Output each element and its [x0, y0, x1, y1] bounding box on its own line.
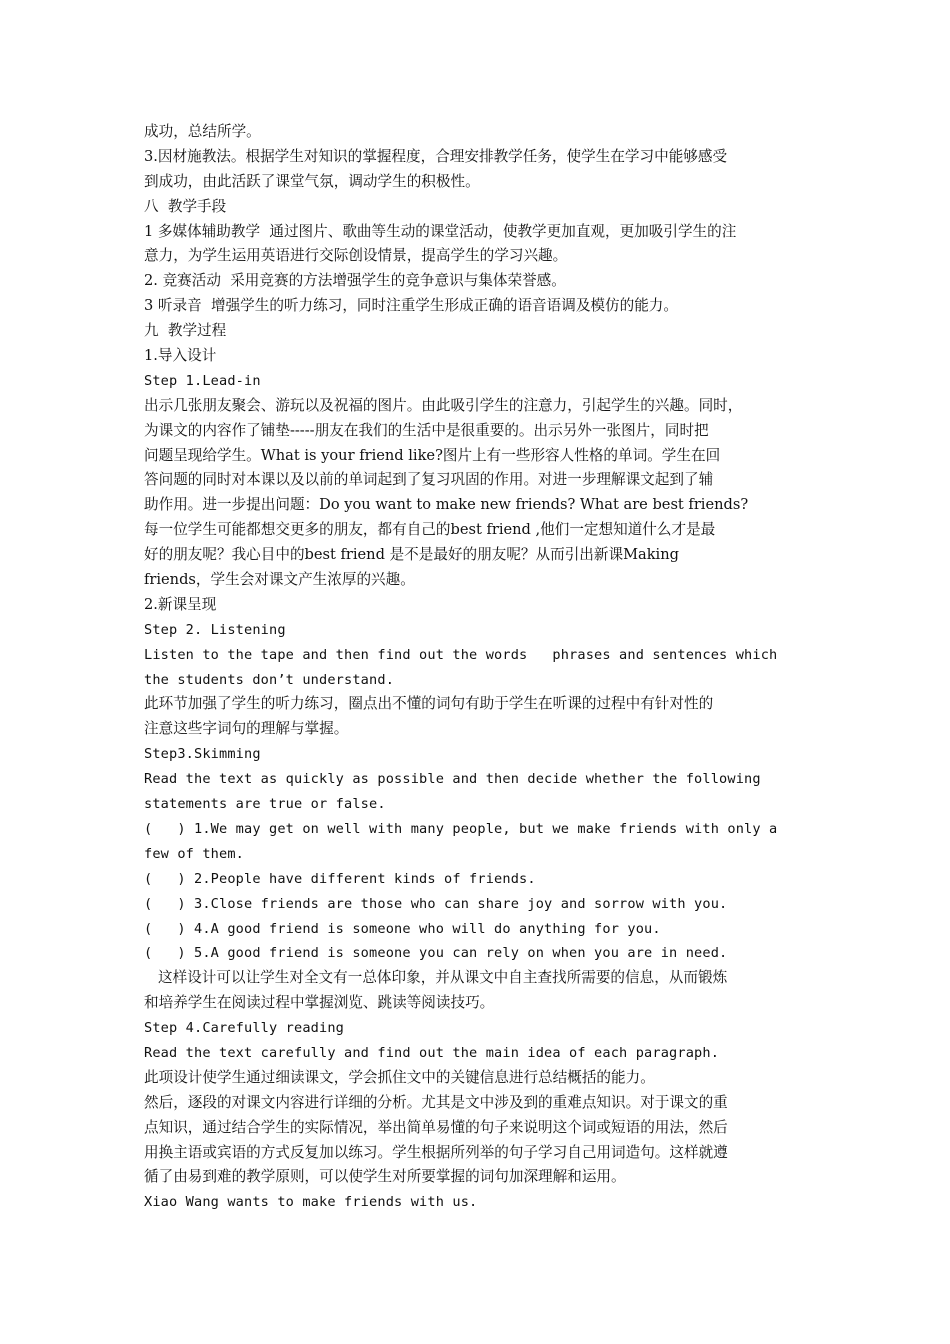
text-line: 这样设计可以让学生对全文有一总体印象，并从课文中自主查找所需要的信息，从而锻炼	[158, 969, 728, 987]
text-line: Listen to the tape and then find out the words phrases and sentences which	[144, 646, 778, 663]
text-line: Read the text as quickly as possible and then decide whether the following	[144, 771, 761, 788]
step-heading: Step3.Skimming	[144, 746, 261, 763]
text-line: Xiao Wang wants to make friends with us.	[144, 1194, 478, 1211]
step-heading: Step 1.Lead-in	[144, 372, 261, 389]
text-line: 3.因材施教法。根据学生对知识的掌握程度，合理安排教学任务，使学生在学习中能够感受	[144, 147, 728, 165]
text-line: 循了由易到难的教学原则，可以使学生对所要掌握的词句加深理解和运用。	[144, 1168, 626, 1186]
text-line: 到成功，由此活跃了课堂气氛，调动学生的积极性。	[144, 172, 480, 190]
text-line: 然后，逐段的对课文内容进行详细的分析。尤其是文中涉及到的重难点知识。对于课文的重	[144, 1093, 728, 1111]
text-line: friends，学生会对课文产生浓厚的兴趣。	[144, 571, 415, 589]
step-heading: Step 4.Carefully reading	[144, 1020, 345, 1037]
text-line: 3 听录音 增强学生的听力练习，同时注重学生形成正确的语音语调及模仿的能力。	[144, 297, 678, 315]
statement-item: ( ) 2.People have different kinds of friends.	[144, 870, 536, 887]
text-line: 和培养学生在阅读过程中掌握浏览、跳读等阅读技巧。	[144, 994, 495, 1012]
document-body	[144, 120, 812, 1215]
text-line: the students don’t understand.	[144, 671, 395, 688]
statement-item: ( ) 4.A good friend is someone who will do anything for you.	[144, 920, 661, 937]
text-line: 注意这些字词句的理解与掌握。	[144, 720, 349, 738]
subsection-heading: 2.新课呈现	[144, 595, 217, 613]
text-line: Read the text carefully and find out the main idea of each paragraph.	[144, 1044, 720, 1061]
text-line: 助作用。进一步提出问题：Do you want to make new friends? What are best friends?	[144, 496, 749, 514]
text-line: 好的朋友呢？我心目中的best friend 是不是最好的朋友呢？从而引出新课Making	[144, 546, 679, 564]
text-line: 问题呈现给学生。What is your friend like?图片上有一些形容人性格的单词。学生在回	[144, 446, 721, 464]
text-line: 为课文的内容作了铺垫-----朋友在我们的生活中是很重要的。出示另外一张图片，同时把	[144, 421, 709, 439]
text-line: 出示几张朋友聚会、游玩以及祝福的图片。由此吸引学生的注意力，引起学生的兴趣。同时，	[144, 396, 743, 414]
text-line: 2. 竞赛活动 采用竞赛的方法增强学生的竞争意识与集体荣誉感。	[144, 272, 566, 290]
text-line: 用换主语或宾语的方式反复加以练习。学生根据所列举的句子学习自己用词造句。这样就遵	[144, 1143, 728, 1161]
text-line: 此环节加强了学生的听力练习，圈点出不懂的词句有助于学生在听课的过程中有针对性的	[144, 695, 714, 713]
text-line: 成功，总结所学。	[144, 123, 261, 140]
text-line: 每一位学生可能都想交更多的朋友，都有自己的best friend ,他们一定想知道什么才是最	[144, 521, 716, 539]
text-line: few of them.	[144, 845, 245, 862]
text-line: 意力，为学生运用英语进行交际创设情景，提高学生的学习兴趣。	[144, 247, 568, 265]
statement-item: ( ) 1.We may get on well with many people, but we make friends with only a	[144, 820, 778, 837]
text-line: 此项设计使学生通过细读课文，学会抓住文中的关键信息进行总结概括的能力。	[144, 1068, 655, 1086]
section-heading: 九 教学过程	[144, 322, 227, 340]
section-heading: 八 教学手段	[144, 197, 227, 215]
text-line: 答问题的同时对本课以及以前的单词起到了复习巩固的作用。对进一步理解课文起到了辅	[144, 471, 714, 489]
text-line: 1 多媒体辅助教学 通过图片、歌曲等生动的课堂活动，使教学更加直观，更加吸引学生的注	[144, 222, 737, 240]
statement-item: ( ) 3.Close friends are those who can share joy and sorrow with you.	[144, 895, 728, 912]
text-line: statements are true or false.	[144, 796, 386, 813]
text-line: 点知识，通过结合学生的实际情况，举出简单易懂的句子来说明这个词或短语的用法，然后	[144, 1118, 728, 1136]
subsection-heading: 1.导入设计	[144, 347, 217, 365]
statement-item: ( ) 5.A good friend is someone you can rely on when you are in need.	[144, 945, 728, 962]
step-heading: Step 2. Listening	[144, 621, 286, 638]
